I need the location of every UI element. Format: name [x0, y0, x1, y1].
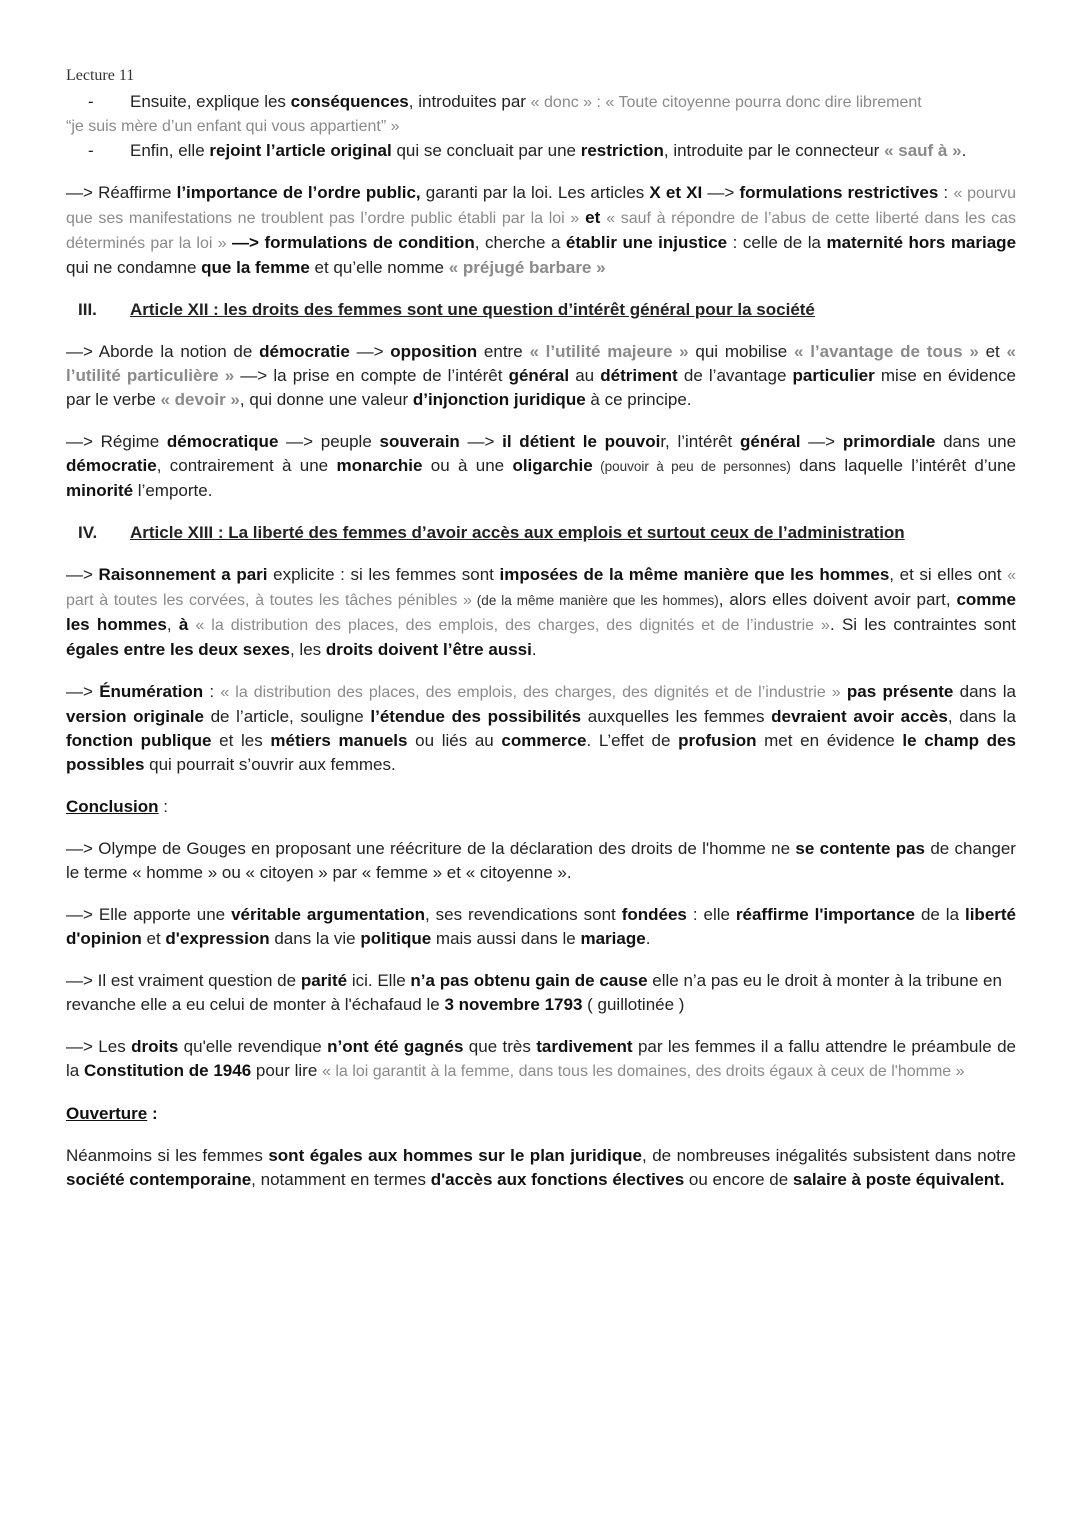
section-title: Article XII : les droits des femmes sont une question d’intérêt général pour la société	[130, 300, 815, 319]
bold-text: restriction	[580, 141, 664, 160]
text: , introduite par le connecteur	[663, 141, 885, 160]
bullet-text	[130, 90, 1016, 115]
bullet-item	[66, 90, 1016, 115]
bullet-text	[130, 139, 1016, 163]
bold-text: conséquences	[290, 92, 409, 111]
conclusion-paragraph-3: —> Il est vraiment question de parité ici. Elle n’a pas obtenu gain de cause elle n’a pas eu le droit à monter à la tribune en revanche elle a eu celui de monter à l'échafaud le 3 novembre 1793 ( guillotinée )	[66, 971, 1002, 1014]
text: qui se concluait par une	[391, 141, 581, 160]
quote-continuation: “je suis mère d’un enfant qui vous appartient” »	[66, 118, 400, 135]
quote: « donc » : « Toute citoyenne pourra donc dire librement	[530, 94, 922, 111]
conclusion-paragraph-2: —> Elle apporte une véritable argumentation, ses revendications sont fondées : elle réaffirme l'importance de la liberté d'opinion et d'expression dans la vie politique mais aussi dans le mariage.	[66, 905, 1017, 948]
paragraph-raisonnement: —> Raisonnement a pari explicite : si les femmes sont imposées de la même manière que les hommes, et si elles ont « part à toutes les corvées, à toutes les tâches pénibles » (de la même manière que les hommes), alors elles doivent avoir part, comme les hommes, à « la distribution des places, des emplois, des charges, des dignités et de l’industrie ». Si les contraintes sont égales entre les deux sexes, les droits doivent l’être aussi.	[66, 565, 1016, 659]
section-number: IV.	[78, 523, 98, 542]
bullet-dash: -	[88, 141, 94, 160]
paragraph-regime: —> Régime démocratique —> peuple souverain —> il détient le pouvoir, l’intérêt général —> primordiale dans une démocratie, contrairement à une monarchie ou à une oligarchie (pouvoir à peu de personnes) dans laquelle l’intérêt d’une minorité l’emporte.	[66, 432, 1017, 500]
bold-text: rejoint l’article original	[209, 141, 392, 160]
paragraph-ordre-public: —> Réaffirme l’importance de l’ordre public, garanti par la loi. Les articles X et XI —> formulations restrictives : « pourvu que ses manifestations ne troublent pas l’ordre public établi par la loi » et « sauf à répondre de l’abus de cette liberté dans les cas déterminés par la loi » —> formulations de condition, cherche a établir une injustice : celle de la maternité hors mariage qui ne condamne que la femme et qu’elle nomme « préjugé barbare »	[66, 183, 1017, 277]
section-heading-iii	[66, 298, 1016, 322]
text: .	[961, 141, 967, 160]
bullet-item	[66, 139, 1016, 163]
conclusion-label: Conclusion	[66, 797, 159, 816]
quote: « sauf à »	[884, 141, 962, 160]
conclusion-paragraph-1: —> Olympe de Gouges en proposant une réécriture de la déclaration des droits de l'homme ne se contente pas de changer le terme « homme » ou « citoyen » par « femme » et « citoyenne ».	[66, 839, 1016, 882]
section-heading-iv	[66, 521, 1016, 545]
conclusion-heading: Conclusion :	[66, 797, 169, 816]
ouverture-paragraph: Néanmoins si les femmes sont égales aux hommes sur le plan juridique, de nombreuses inégalités subsistent dans notre société contemporaine, notamment en termes d'accès aux fonctions électives ou encore de salaire à poste équivalent.	[66, 1146, 1017, 1189]
page-header: Lecture 11	[66, 67, 135, 84]
conclusion-paragraph-4: —> Les droits qu'elle revendique n’ont été gagnés que très tardivement par les femmes il a fallu attendre le préambule de la Constitution de 1946 pour lire « la loi garantit à la femme, dans tous les domaines, des droits égaux à ceux de l'homme »	[66, 1037, 1016, 1080]
bullet-dash: -	[88, 92, 94, 111]
text: Ensuite, explique les	[130, 92, 291, 111]
section-number: III.	[78, 300, 97, 319]
paragraph-enumeration: —> Énumération : « la distribution des places, des emplois, des charges, des dignités et de l’industrie » pas présente dans la version originale de l’article, souligne l’étendue des possibilités auxquelles les femmes devraient avoir accès, dans la fonction publique et les métiers manuels ou liés au commerce. L’effet de profusion met en évidence le champ des possibles qui pourrait s’ouvrir aux femmes.	[66, 682, 1016, 774]
text: Enfin, elle	[130, 141, 210, 160]
ouverture-label: Ouverture	[66, 1104, 148, 1123]
ouverture-heading: Ouverture :	[66, 1104, 158, 1123]
paragraph-democratie: —> Aborde la notion de démocratie —> opposition entre « l’utilité majeure » qui mobilise « l’avantage de tous » et « l’utilité particulière » —> la prise en compte de l’intérêt général au détriment de l’avantage particulier mise en évidence par le verbe « devoir », qui donne une valeur d’injonction juridique à ce principe.	[66, 342, 1016, 409]
text: , introduites par	[408, 92, 531, 111]
section-title: Article XIII : La liberté des femmes d’avoir accès aux emplois et surtout ceux de l’administration	[130, 523, 905, 542]
